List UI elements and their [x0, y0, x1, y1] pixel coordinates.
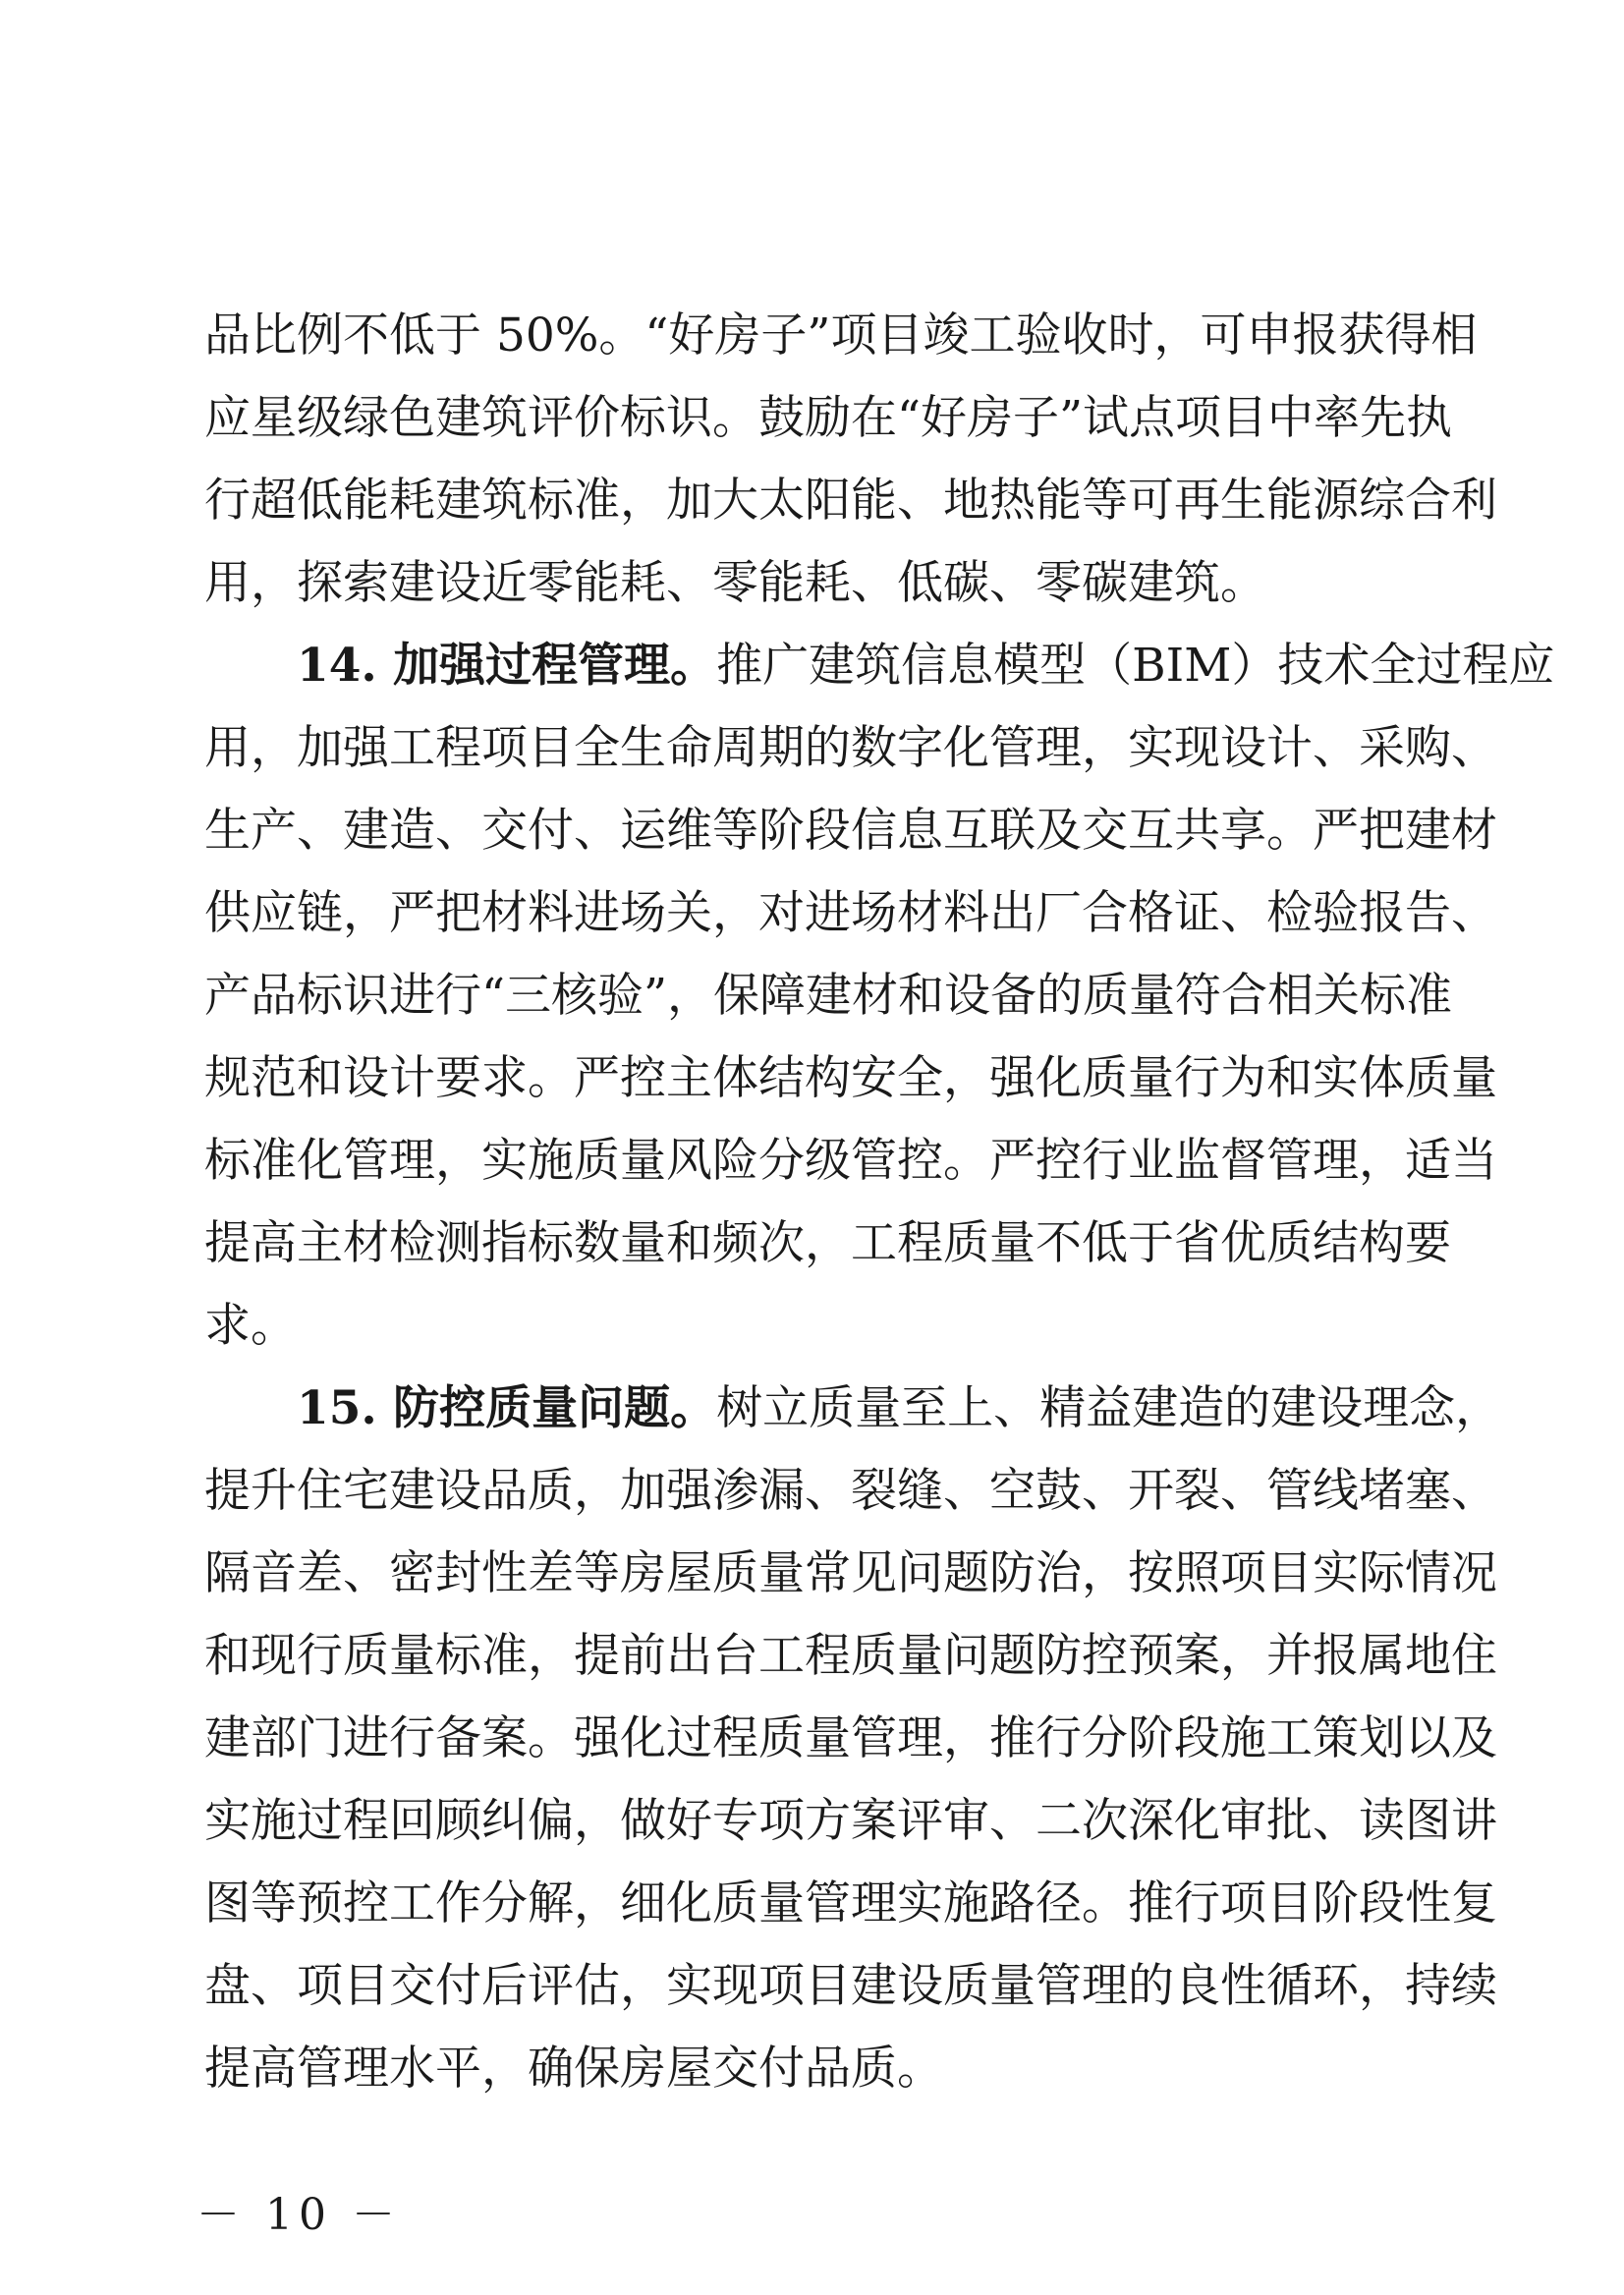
paragraph-line: 实施过程回顾纠偏，做好专项方案评审、二次深化审批、读图讲 — [204, 1794, 1497, 1848]
paragraph-line: 产品标识进行“三核验”，保障建材和设备的质量符合相关标准 — [204, 969, 1453, 1023]
paragraph-first-line — [204, 625, 1555, 707]
paragraph-first-line — [204, 1368, 1502, 1450]
paragraph-line: 隔音差、密封性差等房屋质量常见问题防治，按照项目实际情况 — [204, 1546, 1497, 1600]
section-heading-15: 15. 防控质量问题。 — [297, 1381, 717, 1435]
paragraph-line: 图等预控工作分解，细化质量管理实施路径。推行项目阶段性复 — [204, 1876, 1497, 1931]
paragraph-line: 供应链，严把材料进场关，对进场材料出厂合格证、检验报告、 — [204, 886, 1497, 940]
paragraph-line: 规范和设计要求。严控主体结构安全，强化质量行为和实体质量 — [204, 1051, 1497, 1105]
paragraph-line: 生产、建造、交付、运维等阶段信息互联及交互共享。严把建材 — [204, 804, 1497, 858]
paragraph-line: 建部门进行备案。强化过程质量管理，推行分阶段施工策划以及 — [204, 1711, 1497, 1765]
paragraph-line-text: 树立质量至上、精益建造的建设理念， — [716, 1381, 1502, 1435]
paragraph-line: 提升住宅建设品质，加强渗漏、裂缝、空鼓、开裂、管线堵塞、 — [204, 1464, 1497, 1518]
paragraph-line: 用，加强工程项目全生命周期的数字化管理，实现设计、采购、 — [204, 721, 1497, 775]
paragraph-line: 提高主材检测指标数量和频次，工程质量不低于省优质结构要 — [204, 1216, 1451, 1270]
paragraph-line: 求。 — [204, 1299, 297, 1353]
paragraph-line: 标准化管理，实施质量风险分级管控。严控行业监督管理，适当 — [204, 1134, 1497, 1188]
paragraph-line: 品比例不低于 50%。“好房子”项目竣工验收时，可申报获得相 — [204, 308, 1478, 363]
page-number: － 10 － — [196, 2190, 401, 2240]
paragraph-line: 提高管理水平，确保房屋交付品质。 — [204, 2042, 943, 2096]
paragraph-line: 盘、项目交付后评估，实现项目建设质量管理的良性循环，持续 — [204, 1959, 1497, 2013]
paragraph-line: 和现行质量标准，提前出台工程质量问题防控预案，并报属地住 — [204, 1629, 1497, 1683]
section-heading-14: 14. 加强过程管理。 — [297, 639, 717, 693]
paragraph-line: 行超低能耗建筑标准，加大太阳能、地热能等可再生能源综合利 — [204, 474, 1497, 528]
body-text — [204, 295, 1555, 2110]
paragraph-line: 用，探索建设近零能耗、零能耗、低碳、零碳建筑。 — [204, 556, 1266, 610]
paragraph-line: 应星级绿色建筑评价标识。鼓励在“好房子”试点项目中率先执 — [204, 391, 1453, 445]
paragraph-line-text: 推广建筑信息模型（BIM）技术全过程应 — [716, 639, 1555, 693]
